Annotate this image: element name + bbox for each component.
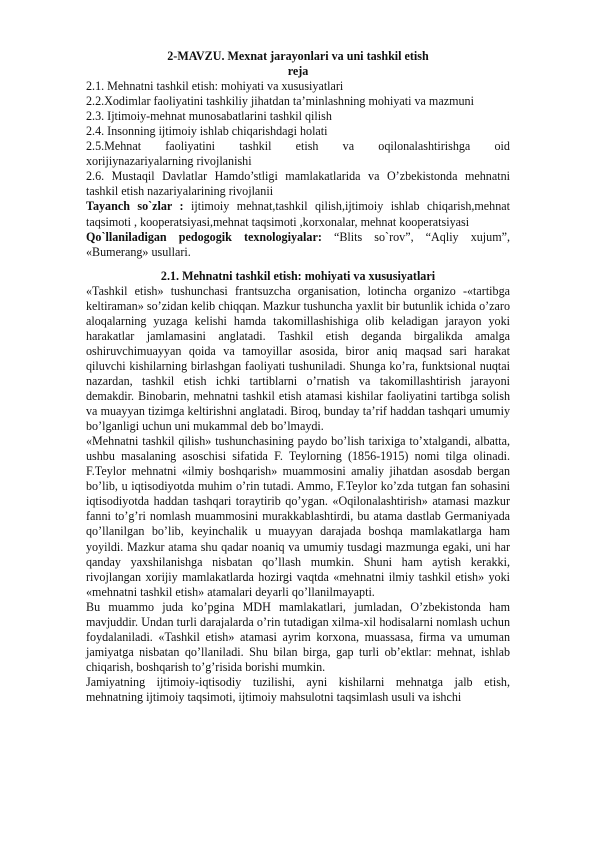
technologies-paragraph — [86, 230, 510, 260]
plan-item-2-1: 2.1. Mehnatni tashkil etish: mohiyati va xususiyatlari — [86, 79, 344, 94]
plan-item-2-5-first-line: 2.5.Mehnat faoliyatini tashkil etish va oqilonalashtirishga oid — [86, 139, 510, 154]
body-paragraph-2: «Mehnatni tashkil qilish» tushunchasining paydo bo’lish tarixiga to’xtalgandi, albatta, ushbu masalaning asoschisi sifatida F. Teylorning (1856-1915) nomi tilga olinadi. F.Teylor mehnatni «ilmiy boshqarish» muammosini amaliy jihatdan asosdab bergan bo’lib, u iqtisodiyotda muhim o’rin tutadi. Ammo, F.Teylor ko’zda tutgan fan sohasini iqtisodiyotda haddan tashqari toraytirib qo’ygan. «Oqilonalashtirish» atamasi mazkur fanni to’g’ri nomlash muammosini murakkablashtirdi, bu atama dastlab Germaniyada qo’llanilgan bo’lib, keyinchalik u muayyan darajada boshqa mamlakatlarga ham yoyildi. Mazkur atama shu qadar noaniq va umumiy tusdagi mazmunga egaki, uni har qanday yaxshilanishga nisbatan qo’llash mumkin. Shuni ham aytish kerakki, rivojlangan xorijiy mamlakatlarda hozirgi vaqtda «mehnatni ilmiy tashkil etish» yoki «mehnatni tashkil etish» atamalari deyarli qo’llanilmayapti. — [86, 434, 510, 599]
section-title: 2.1. Mehnatni tashkil etish: mohiyati va xususiyatlari — [160, 268, 436, 283]
plan-item-2-6: 2.6. Mustaqil Davlatlar Hamdo’stligi mamlakatlarida va O’zbekistonda mehnatni tashkil etish nazariyalarining rivojlanii — [86, 169, 510, 199]
plan-item-2-2: 2.2.Xodimlar faoliyatini tashkiliy jihatdan ta’minlashning mohiyati va mazmuni — [86, 94, 474, 109]
plan-item-2-5-second-line: xorijiynazariyalarning rivojlanishi — [86, 154, 252, 169]
document-title: 2-MAVZU. Mexnat jarayonlari va uni tashkil etish — [167, 49, 429, 63]
technologies-text: “Blits so`rov”, “Aqliy xujum”, «Bumerang» usullari. — [86, 229, 510, 259]
body-paragraph-4: Jamiyatning ijtimoiy-iqtisodiy tuzilishi, ayni kishilarni mehnatga jalb etish, mehnatning ijtimoiy taqsimoti, ijtimoiy mahsulotni taqsimlash usuli va ishchi — [86, 674, 510, 704]
plan-item-2-3: 2.3. Ijtimoiy-mehnat munosabatlarini tashkil qilish — [86, 109, 332, 124]
keywords-paragraph — [86, 199, 510, 229]
keywords-label: Tayanch so`zlar : — [86, 199, 184, 214]
plan-item-2-4: 2.4. Insonning ijtimoiy ishlab chiqarishdagi holati — [86, 124, 328, 139]
plan-label: reja — [287, 64, 309, 79]
body-paragraph-1: «Tashkil etish» tushunchasi frantsuzcha organisation, lotincha organizo -«tartibga keltiraman» so’zidan kelib chiqqan. Mazkur tushuncha yaxlit bir butunlik ichida o’zaro aloqalarning yuzaga kelishi hamda takomillashishiga olib keladigan jarayon yoki harakatlar jamlamasini anglatadi. Tashkil etish deganda birgalikda amalga oshiruvchimuayyan qoida va tamoyillar asosida, biror aniq maqsad sari harakat qiluvchi kishilarning birlashgan faoliyati tushuniladi. Shunga ko’ra, funktsional nuqtai nazardan, tashkil etish ichki tartiblarni o’rnatish va takomillashtirish jarayoni demakdir. Binobarin, mehnatni tashkil etish atamasi kishilar faoliyatini tartibga solish va muayyan tizimga keltirishni anglatadi. Biroq, bunday ta’rif haddan tashqari umumiy bo’lganligi uchun uni mukammal deb bo’lmaydi. — [86, 283, 510, 434]
plan-item-2-5 — [86, 139, 510, 169]
document-content — [86, 49, 510, 705]
technologies-label: Qo`llaniladigan pedogogik texnologiyalar: — [86, 229, 322, 244]
body-paragraph-3: Bu muammo juda ko’pgina MDH mamlakatlari, jumladan, O’zbekistonda ham mavjuddir. Undan turli darajalarda o’rin tutadigan xilma-xil hodisalarni nomlash uchun foydalaniladi. «Tashkil etish» atamasi ayrim korxona, muassasa, firma va umuman jamiyatga nisbatan qo’llaniladi. Shu bilan birga, gap turli ob’ektlar: mehnat, ishlab chiqarish, boshqarish to’g’risida borishi mumkin. — [86, 599, 510, 674]
spacer — [86, 260, 510, 269]
keywords-text: ijtimoiy mehnat,tashkil qilish,ijtimoiy ishlab chiqarish,mehnat taqsimoti , kooperatsiyasi,mehnat taqsimoti ,korxonalar, mehnat kooperatsiyasi — [86, 199, 510, 229]
